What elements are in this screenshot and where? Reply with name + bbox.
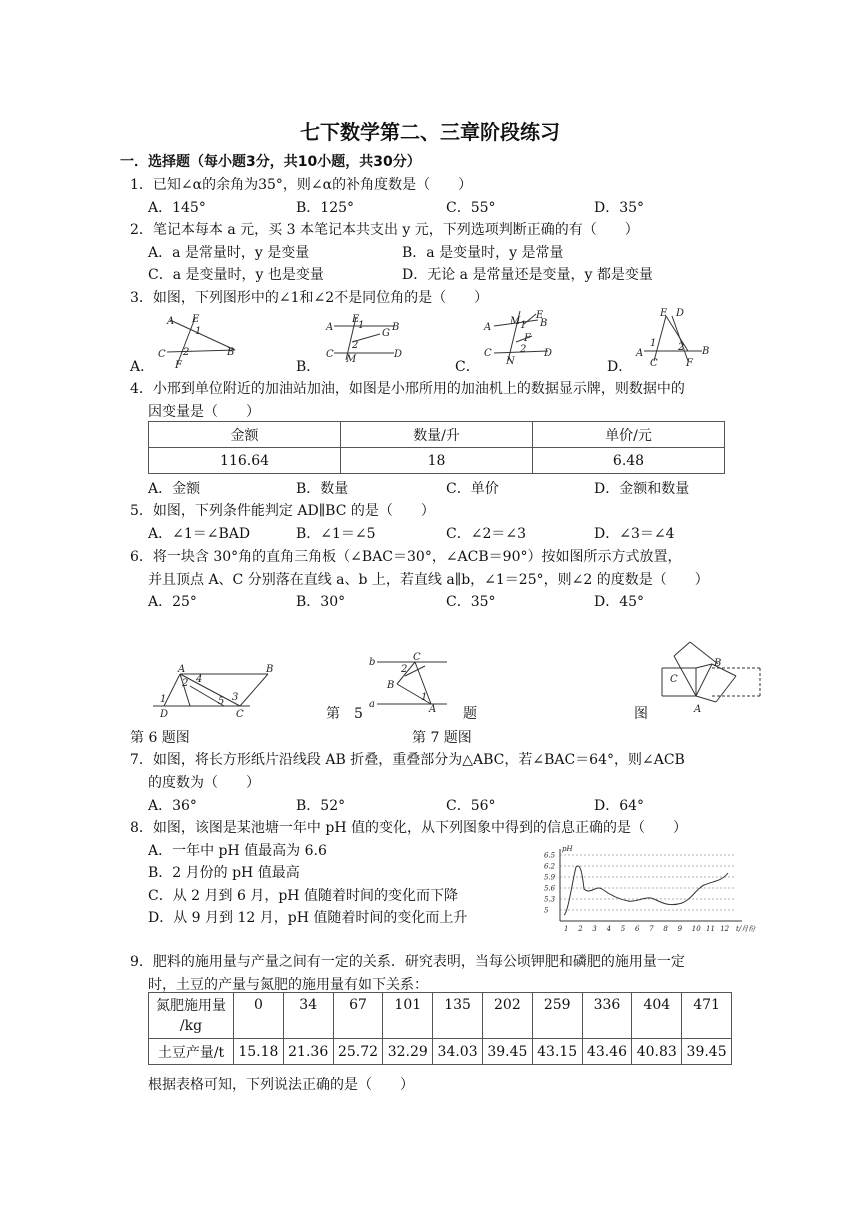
header-amount: 金额	[149, 422, 341, 448]
svg-text:5: 5	[218, 696, 225, 707]
q9-tail: 根据表格可知，下列说法正确的是（ ）	[148, 1077, 414, 1093]
svg-text:A: A	[167, 316, 175, 327]
svg-text:C: C	[670, 674, 678, 685]
svg-text:E: E	[352, 314, 360, 325]
q3-option-b: B．	[296, 359, 321, 375]
q5-option-a: A．∠1＝∠BAD	[148, 526, 251, 542]
ph-x-tick: 1	[564, 925, 569, 933]
page-title: 七下数学第二、三章阶段练习	[300, 120, 560, 144]
svg-text:C: C	[650, 358, 658, 368]
q1-option-d: D．35°	[594, 200, 645, 216]
q7-figure-caption: 第 7 题图	[412, 730, 472, 746]
q9-stem-line1: 9．肥料的施用量与产量之间有一定的关系．研究表明，当每公顷钾肥和磷肥的施用量一定	[130, 954, 685, 970]
q7-figure-fold	[652, 638, 762, 718]
yield-cell: 39.45	[682, 1039, 732, 1065]
svg-text:2: 2	[182, 678, 189, 689]
nitrogen-cell: 101	[383, 993, 433, 1039]
fertilizer-table	[148, 992, 732, 1065]
ph-x-tick: 2	[578, 925, 583, 933]
q3-figure-d	[632, 306, 722, 368]
svg-text:C: C	[158, 349, 166, 360]
ph-x-tick: 8	[663, 925, 668, 933]
svg-text:A: A	[694, 704, 702, 715]
ph-x-tick: 3	[592, 925, 597, 933]
q4-option-a: A．金额	[148, 481, 201, 497]
svg-text:F: F	[175, 360, 182, 370]
svg-text:1: 1	[160, 694, 167, 705]
q6-stem-line2: 并且顶点 A、C 分别落在直线 a、b 上，若直线 a∥b，∠1＝25°，则∠2 的度数是（ ）	[148, 572, 709, 588]
yield-cell: 25.72	[333, 1039, 383, 1065]
q5-option-c: C．∠2＝∠3	[446, 526, 526, 542]
svg-text:A: A	[178, 664, 186, 675]
q4-stem-line2: 因变量是（ ）	[148, 404, 260, 420]
yield-cell: 43.15	[532, 1039, 582, 1065]
svg-text:4: 4	[196, 674, 203, 685]
q2-option-c: C．a 是变量时，y 也是变量	[148, 267, 324, 283]
q8-option-b: B．2 月份的 pH 值最高	[148, 865, 300, 881]
header-unit-price: 单价/元	[533, 422, 725, 448]
svg-text:C: C	[484, 348, 492, 359]
nitrogen-cell: 135	[433, 993, 483, 1039]
q7-option-c: C．56°	[446, 798, 496, 814]
yield-cell: 34.03	[433, 1039, 483, 1065]
svg-text:C: C	[326, 349, 334, 360]
q6-option-c: C．35°	[446, 594, 496, 610]
q5-option-d: D．∠3＝∠4	[594, 526, 675, 542]
svg-text:C: C	[413, 652, 421, 663]
svg-text:A: A	[429, 704, 437, 714]
q6-figure-caption: 第 6 题图	[130, 730, 190, 746]
svg-text:D: D	[160, 709, 169, 720]
svg-text:1: 1	[195, 326, 202, 337]
q1-option-a: A．145°	[148, 200, 206, 216]
svg-text:2: 2	[352, 340, 359, 351]
svg-text:B: B	[714, 658, 722, 669]
svg-text:G: G	[382, 328, 390, 339]
q1-option-c: C．55°	[446, 200, 496, 216]
svg-text:A: A	[326, 322, 334, 333]
q8-stem: 8．如图，该图是某池塘一年中 pH 值的变化，从下列图象中得到的信息正确的是（ ）	[130, 820, 687, 836]
q3-option-c: C．	[455, 359, 480, 375]
svg-text:B: B	[227, 347, 235, 358]
svg-text:2: 2	[183, 347, 190, 358]
q3-option-d: D．	[607, 359, 633, 375]
svg-text:E: E	[536, 310, 544, 321]
svg-text:N: N	[506, 356, 515, 366]
ph-y-label: pH	[562, 845, 573, 853]
q2-option-a: A．a 是常量时，y 是变量	[148, 245, 310, 261]
ph-x-label: t/月份	[736, 925, 756, 933]
svg-text:1: 1	[358, 320, 365, 331]
q4-option-c: C．单价	[446, 481, 499, 497]
q5-figure-caption-part3: 图	[634, 706, 648, 722]
nitrogen-cell: 471	[682, 993, 732, 1039]
ph-x-tick: 10	[691, 925, 701, 933]
row1-label-line2: /kg	[179, 1017, 203, 1034]
q7-stem-line2: 的度数为（ ）	[148, 775, 260, 791]
q5-option-b: B．∠1＝∠5	[296, 526, 376, 542]
ph-x-tick: 6	[635, 925, 640, 933]
svg-text:2: 2	[678, 342, 685, 353]
yield-cell: 32.29	[383, 1039, 433, 1065]
q2-stem: 2．笔记本每本 a 元，买 3 本笔记本共支出 y 元，下列选项判断正确的有（ ）	[130, 222, 639, 238]
q6-option-b: B．30°	[296, 594, 346, 610]
value-quantity: 18	[341, 448, 533, 474]
ph-x-tick: 4	[606, 925, 612, 933]
svg-text:M: M	[510, 316, 521, 327]
yield-cell: 43.46	[582, 1039, 632, 1065]
svg-text:F: F	[524, 333, 531, 344]
ph-y-tick: 6.2	[544, 862, 556, 871]
q6-option-a: A．25°	[148, 594, 197, 610]
svg-text:M: M	[346, 354, 357, 362]
nitrogen-cell: 0	[234, 993, 284, 1039]
svg-text:F: F	[686, 358, 693, 368]
ph-x-tick: 5	[620, 925, 626, 933]
svg-text:A: A	[484, 322, 492, 333]
q1-option-b: B．125°	[296, 200, 355, 216]
q4-stem-line1: 4．小邢到单位附近的加油站加油，如图是小邢所用的加油机上的数据显示牌，则数据中的	[130, 381, 685, 397]
svg-text:1: 1	[520, 320, 527, 331]
q6-figure-triangle	[365, 652, 450, 714]
svg-text:1: 1	[421, 692, 428, 703]
svg-text:D: D	[394, 349, 403, 360]
q7-option-d: D．64°	[594, 798, 645, 814]
row1-label-line1: 氮肥施用量	[156, 997, 226, 1014]
ph-y-tick: 5	[544, 906, 549, 915]
q2-option-d: D．无论 a 是常量还是变量，y 都是变量	[402, 267, 653, 283]
q5-figure-parallelogram	[150, 662, 275, 722]
svg-text:2: 2	[401, 664, 408, 675]
svg-text:E: E	[192, 314, 200, 325]
fuel-pump-table	[148, 421, 725, 474]
ph-chart	[536, 843, 761, 933]
svg-text:E: E	[660, 308, 668, 319]
nitrogen-cell: 202	[482, 993, 532, 1039]
svg-text:B: B	[387, 680, 395, 691]
svg-text:A: A	[636, 348, 644, 359]
section-heading: 一．选择题（每小题3分，共10小题，共30分）	[120, 154, 421, 170]
nitrogen-cell: 259	[532, 993, 582, 1039]
header-quantity: 数量/升	[341, 422, 533, 448]
q1-stem: 1．已知∠α的余角为35°，则∠α的补角度数是（ ）	[130, 177, 473, 193]
ph-y-tick: 5.9	[544, 873, 556, 882]
q4-option-d: D．金额和数量	[594, 481, 690, 497]
yield-cell: 39.45	[482, 1039, 532, 1065]
yield-cell: 21.36	[283, 1039, 333, 1065]
svg-text:C: C	[236, 709, 244, 720]
ph-y-tick: 5.3	[544, 895, 556, 904]
q3-figure-c	[480, 306, 570, 366]
q3-figure-b	[322, 312, 412, 362]
q3-figure-a	[155, 310, 245, 370]
svg-text:a: a	[369, 699, 375, 710]
ph-x-tick: 12	[720, 925, 730, 933]
q8-option-d: D．从 9 月到 12 月，pH 值随着时间的变化而上升	[148, 910, 468, 926]
q3-stem: 3．如图，下列图形中的∠1和∠2不是同位角的是（ ）	[130, 290, 489, 306]
nitrogen-cell: 404	[632, 993, 682, 1039]
ph-x-tick: 9	[677, 925, 683, 933]
svg-text:B: B	[392, 322, 400, 333]
q6-stem-line1: 6．将一块含 30°角的直角三角板（∠BAC＝30°，∠ACB＝90°）按如图所示方式放置，	[130, 549, 682, 565]
q8-option-c: C．从 2 月到 6 月，pH 值随着时间的变化而下降	[148, 888, 458, 904]
svg-text:3: 3	[232, 692, 239, 703]
q6-option-d: D．45°	[594, 594, 645, 610]
svg-text:D: D	[676, 308, 685, 319]
q5-stem: 5．如图，下列条件能判定 AD∥BC 的是（ ）	[130, 503, 435, 519]
nitrogen-cell: 34	[283, 993, 333, 1039]
svg-text:B: B	[540, 318, 548, 329]
ph-y-tick: 6.5	[544, 851, 556, 860]
q7-stem-line1: 7．如图，将长方形纸片沿线段 AB 折叠，重叠部分为△ABC，若∠BAC＝64°，则∠ACB	[130, 752, 685, 768]
q8-option-a: A．一年中 pH 值最高为 6.6	[148, 843, 327, 859]
ph-x-tick: 7	[649, 925, 654, 933]
value-unit-price: 6.48	[533, 448, 725, 474]
svg-text:B: B	[266, 664, 274, 675]
q2-option-b: B．a 是变量时，y 是常量	[402, 245, 564, 261]
svg-text:1: 1	[650, 338, 657, 349]
q9-stem-line2: 时，土豆的产量与氮肥的施用量有如下关系：	[148, 977, 428, 993]
svg-text:2: 2	[520, 344, 527, 355]
q5-figure-caption-part2: 题	[463, 706, 477, 722]
q4-option-b: B．数量	[296, 481, 349, 497]
ph-curve	[564, 866, 728, 915]
q7-option-b: B．52°	[296, 798, 346, 814]
q5-figure-caption-part1: 第 5	[326, 706, 363, 722]
nitrogen-cell: 67	[333, 993, 383, 1039]
svg-text:b: b	[369, 657, 376, 668]
q7-option-a: A．36°	[148, 798, 197, 814]
svg-text:D: D	[544, 348, 553, 359]
ph-y-tick: 5.6	[544, 884, 556, 893]
svg-text:B: B	[702, 346, 710, 357]
value-amount: 116.64	[149, 448, 341, 474]
yield-cell: 40.83	[632, 1039, 682, 1065]
ph-x-tick: 11	[706, 925, 715, 933]
yield-cell: 15.18	[234, 1039, 284, 1065]
q3-option-a: A．	[130, 359, 155, 375]
row1-label	[149, 993, 234, 1039]
row2-label: 土豆产量/t	[149, 1039, 234, 1065]
nitrogen-cell: 336	[582, 993, 632, 1039]
